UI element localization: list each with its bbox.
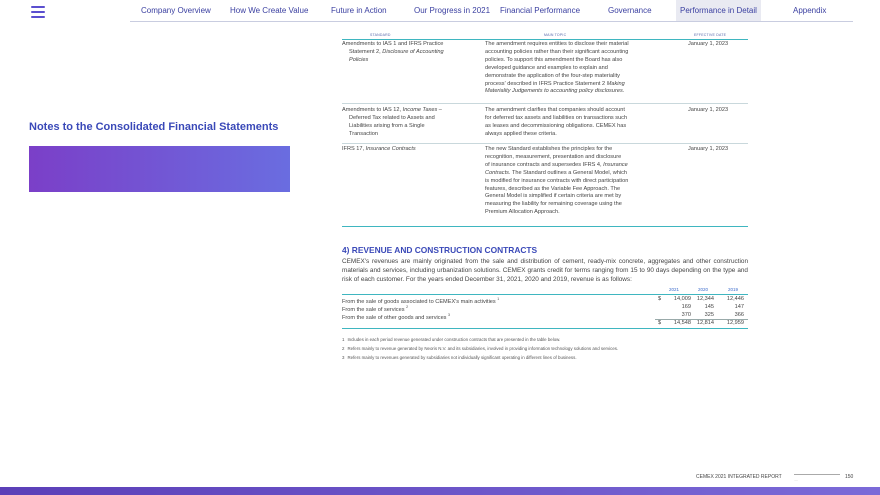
topic-text: General Model is simplified if certain criteria are met by [485, 193, 622, 200]
value-2021: 370 [681, 312, 691, 318]
value-2021: 14,009 [673, 296, 691, 302]
nav-how-we-create-value[interactable]: How We Create Value [230, 6, 309, 15]
topic-text: for deferred tax assets and liabilities on transactions such [485, 114, 628, 121]
row-label: From the sale of services [342, 306, 405, 313]
bottom-gradient-bar [0, 487, 880, 495]
topic-text: recognition, measurement, presentation and disclosure [485, 153, 622, 160]
standard-text-em: Income Taxes – [402, 107, 442, 113]
header-main-topic: MAIN TOPIC [544, 33, 567, 37]
topic-text: measuring the liability for remaining coverage using the [485, 201, 622, 208]
nav-future-in-action[interactable]: Future in Action [331, 6, 387, 15]
value-2020: 145 [704, 304, 714, 310]
revenue-paragraph: CEMEX's revenues are mainly originated from the sale and distribution of cement, ready-mix concrete, aggregates and other construction materials and services, including urbanization solutions. CEMEX grants credit for terms ranging from 15 to 90 days depending on the type and risk of each customer. For the years ended December 31, 2021, 2020 and 2019, revenue is as follows: [342, 258, 748, 284]
topic-text: policies. To support this amendment the Board has also [485, 56, 623, 63]
topic-text: Premium Allocation Approach. [485, 209, 560, 216]
revenue-header-rule [342, 294, 748, 295]
topic-text-em: Making [606, 80, 625, 87]
value-2021: 169 [681, 304, 691, 310]
hamburger-menu-icon[interactable] [31, 6, 45, 18]
topic-text-em: Insurance [603, 161, 628, 168]
topic-text: developed guidance and examples to explain and [485, 64, 608, 71]
nav-company-overview[interactable]: Company Overview [141, 6, 211, 15]
effective-date: January 1, 2023 [688, 41, 729, 47]
footnote-text: Refers mainly to revenue generated by Neoris N.V. and its subsidiaries, involved in providing information technology solutions and services. [347, 346, 619, 351]
nav-financial-performance[interactable]: Financial Performance [500, 6, 581, 15]
row-label: From the sale of goods associated to CEMEX's main activities [342, 298, 496, 305]
topic-text-em: Materiality Judgements to accounting policy disclosures. [485, 88, 625, 95]
revenue-bottom-rule [342, 328, 748, 329]
standard-text: IFRS 17, [342, 146, 365, 152]
nav-our-progress-2021[interactable]: Our Progress in 2021 [414, 6, 491, 15]
topic-text: is modified for insurance contracts with direct participation [485, 177, 629, 184]
topic-text: The new Standard establishes the principles for the [485, 146, 613, 152]
standard-text-em: Insurance Contracts [365, 146, 416, 152]
page-number: 150 [845, 474, 854, 480]
value-2019: 366 [734, 312, 744, 318]
value-2020: 325 [704, 312, 714, 318]
topic-text: demonstrate the application of the four-step materiality [485, 72, 620, 79]
topic-text: The amendment clarifies that companies should account [485, 107, 625, 113]
footnote [342, 346, 618, 351]
footer-rule [794, 474, 840, 475]
value-2019: 12,446 [726, 296, 744, 302]
footnote-number: 3 [342, 355, 345, 360]
total-2019: 12,959 [726, 320, 744, 326]
currency: $ [658, 320, 662, 326]
footnote [342, 337, 560, 342]
top-nav [130, 0, 853, 22]
effective-date: January 1, 2023 [688, 107, 729, 113]
topic-text: The Standard outlines a General Model, which [511, 169, 628, 176]
total-2020: 12,814 [696, 320, 714, 326]
standard-text: Amendments to IAS 1 and IFRS Practice [342, 41, 444, 47]
year-header: 2019 [728, 287, 739, 292]
row-label: From the sale of other goods and services [342, 314, 447, 321]
footnote [342, 355, 577, 360]
currency: $ [658, 296, 662, 302]
decorative-gradient-box [29, 146, 290, 192]
standard-text: Statement 2, [349, 48, 381, 55]
nav-appendix[interactable]: Appendix [793, 6, 827, 15]
standard-text: Transaction [349, 130, 379, 137]
revenue-heading: 4) REVENUE AND CONSTRUCTION CONTRACTS [342, 245, 538, 255]
row-divider [342, 143, 748, 144]
nav-governance[interactable]: Governance [608, 6, 652, 15]
footnote-text: Includes in each period revenue generated under construction contracts that are presented in the table below. [347, 337, 561, 342]
footnote-ref: 1 [497, 297, 500, 301]
footnote-number: 1 [342, 337, 345, 342]
standard-text: Amendments to IAS 12, [342, 107, 402, 113]
value-2019: 147 [734, 304, 744, 310]
row-divider [342, 103, 748, 104]
topic-text: process' described in IFRS Practice Statement 2 [485, 80, 606, 87]
topic-text-em: Contracts. [485, 169, 511, 176]
standard-text-em: Policies [349, 56, 369, 63]
report-title: CEMEX 2021 INTEGRATED REPORT [696, 474, 782, 480]
header-rule [342, 39, 748, 40]
footer-dots: ..... [794, 478, 799, 482]
topic-text: as leases and decommissioning obligations. CEMEX has [485, 122, 627, 129]
topic-text: The amendment requires entities to disclose their material [485, 41, 629, 47]
footnote-ref: 3 [448, 313, 450, 317]
year-header: 2021 [669, 287, 680, 292]
topic-text: of insurance contracts and supersedes IFRS 4, [485, 161, 602, 168]
nav-performance-in-detail[interactable]: Performance in Detail [676, 0, 761, 21]
standard-text: Liabilities arising from a Single [349, 122, 425, 129]
section-title: Notes to the Consolidated Financial Statements [29, 121, 279, 133]
footnote-text: Refers mainly to revenues generated by subsidiaries not individually significant operating in different lines of business. [347, 355, 577, 360]
total-2021: 14,548 [673, 320, 691, 326]
year-header: 2020 [698, 287, 709, 292]
footnote-number: 2 [342, 346, 345, 351]
header-effective-date: EFFECTIVE DATE [694, 33, 727, 37]
effective-date: January 1, 2023 [688, 146, 729, 152]
standard-text-em: Disclosure of Accounting [382, 48, 444, 55]
topic-text: accounting policies rather than their significant accounting [485, 48, 629, 55]
header-standard: STANDARD [370, 33, 391, 37]
standard-text: Deferred Tax related to Assets and [349, 114, 435, 121]
value-2020: 12,344 [696, 296, 714, 302]
table-bottom-rule [342, 226, 748, 227]
topic-text: always applied these criteria. [485, 130, 557, 137]
topic-text: features, described as the Variable Fee Approach. The [485, 185, 621, 192]
footnote-ref: 2 [406, 305, 409, 309]
